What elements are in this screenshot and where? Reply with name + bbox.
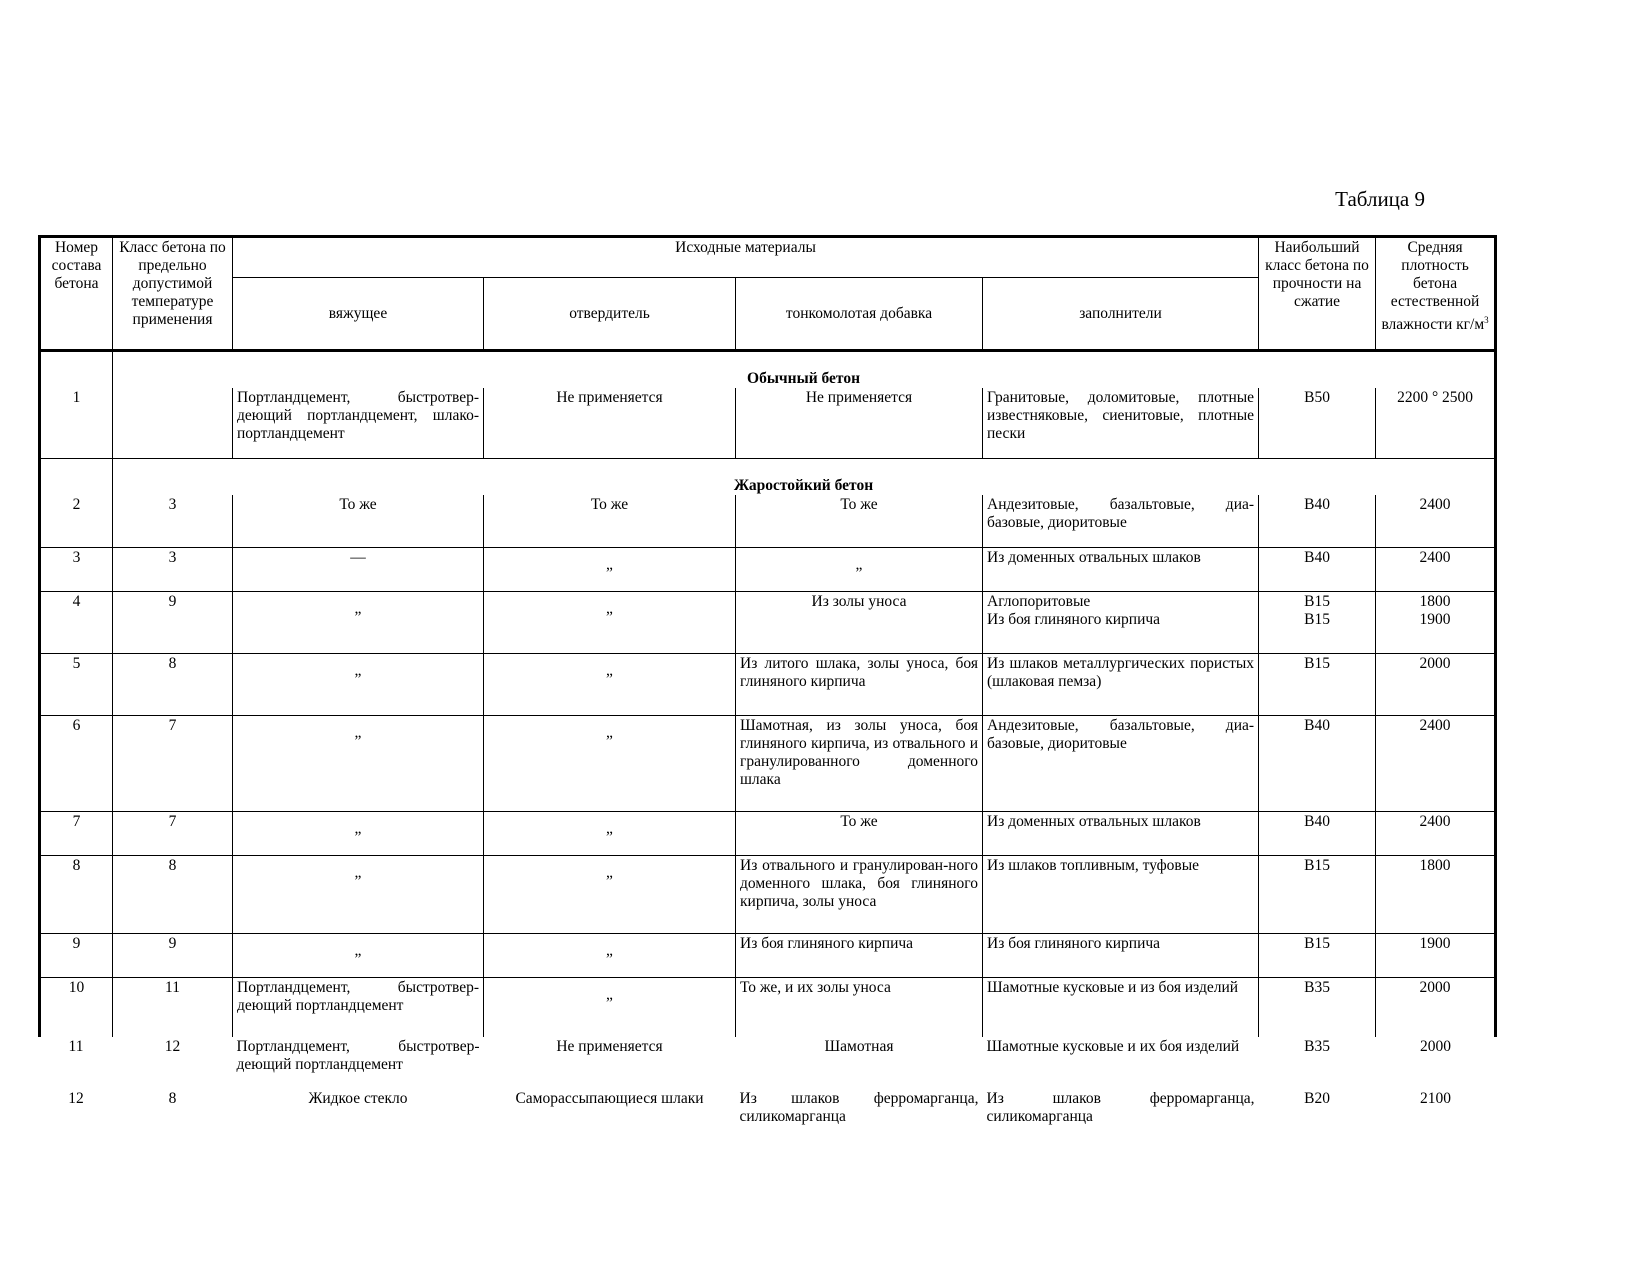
row-additive: Шамотная, из золы уноса, боя глиняного кирпича, из отвального и гранулированного доменного шлака — [736, 716, 983, 812]
row-density: 2000 — [1376, 978, 1496, 1038]
table-row — [40, 388, 1496, 459]
section-row — [40, 351, 1496, 389]
row-class: 7 — [113, 716, 233, 812]
row-number: 1 — [40, 388, 113, 459]
row-strength: В15 — [1259, 654, 1376, 716]
row-strength: В40 — [1259, 548, 1376, 592]
header-hardener: отвердитель — [484, 278, 736, 351]
row-fillers: Из шлаков металлургических пористых (шлаковая пемза) — [983, 654, 1259, 716]
row-binder: „ — [233, 716, 484, 812]
table-row — [40, 856, 1496, 934]
row-number: 3 — [40, 548, 113, 592]
row-number: 4 — [40, 592, 113, 654]
header-binder: вяжущее — [233, 278, 484, 351]
row-fillers: Из шлаков ферромарганца, силикомарганца — [986, 1090, 1255, 1125]
row-density: 1800 — [1376, 856, 1496, 934]
table-row — [40, 592, 1496, 654]
row-hardener: Саморассыпающиеся шлаки — [515, 1090, 704, 1107]
row-additive: „ — [736, 548, 983, 592]
table-caption: Таблица 9 — [1335, 187, 1425, 211]
row-number: 5 — [40, 654, 113, 716]
row-number: 11 — [68, 1038, 84, 1055]
row-number: 10 — [40, 978, 113, 1038]
table-row — [40, 495, 1496, 548]
row-binder: „ — [233, 654, 484, 716]
row-hardener: „ — [484, 592, 736, 654]
header-strength: Наибольший класс бетона по прочности на сжатие — [1259, 237, 1376, 351]
row-number: 6 — [40, 716, 113, 812]
row-strength: В15 В15 — [1259, 592, 1376, 654]
section-title: Обычный бетон — [113, 351, 1496, 389]
concrete-composition-table — [38, 235, 1494, 1129]
row-hardener: „ — [484, 812, 736, 856]
row-binder: — — [233, 548, 484, 592]
row-fillers: Аглопоритовые Из боя глиняного кирпича — [983, 592, 1259, 654]
row-fillers: Шамотные кусковые и их боя изделий — [986, 1038, 1240, 1055]
table-row — [40, 654, 1496, 716]
row-binder: „ — [233, 934, 484, 978]
row-hardener: Не применяется — [556, 1038, 663, 1055]
section-row — [40, 459, 1496, 496]
row-strength: В40 — [1259, 495, 1376, 548]
row-hardener: „ — [484, 716, 736, 812]
row-number: 2 — [40, 495, 113, 548]
header-fillers: заполнители — [983, 278, 1259, 351]
row-hardener: „ — [484, 978, 736, 1038]
row-class: 9 — [113, 592, 233, 654]
row-number: 12 — [68, 1090, 84, 1107]
row-class: 12 — [164, 1038, 181, 1055]
row-fillers: Из шлаков топливным, туфовые — [983, 856, 1259, 934]
row-strength: В50 — [1259, 388, 1376, 459]
row-class: 9 — [113, 934, 233, 978]
header-additive: тонкомолотая добавка — [736, 278, 983, 351]
row-class: 3 — [113, 548, 233, 592]
row-hardener: „ — [484, 654, 736, 716]
row-additive: Шамотная — [824, 1038, 894, 1055]
row-density: 2400 — [1376, 495, 1496, 548]
row-density: 1900 — [1376, 934, 1496, 978]
row-hardener: „ — [484, 934, 736, 978]
row-fillers: Из доменных отвальных шлаков — [983, 812, 1259, 856]
row-fillers: Шамотные кусковые и из боя изделий — [983, 978, 1259, 1038]
row-strength: В15 — [1259, 934, 1376, 978]
row-strength: В35 — [1304, 1038, 1330, 1055]
table-row — [40, 812, 1496, 856]
row-binder: „ — [233, 856, 484, 934]
row-strength: В40 — [1259, 716, 1376, 812]
row-binder: Портландцемент, быстротвер-деющий портландцемент — [233, 978, 484, 1038]
row-binder: „ — [233, 812, 484, 856]
row-binder: Портландцемент, быстротвер-деющий портландцемент, шлако-портландцемент — [233, 388, 484, 459]
row-class: 8 — [168, 1090, 177, 1107]
row-additive: То же — [736, 495, 983, 548]
row-hardener: „ — [484, 548, 736, 592]
header-density: Средняя плотность бетона естественной влажности $кг/м^3$ — [1376, 237, 1496, 351]
row-class — [113, 388, 233, 459]
row-hardener: То же — [484, 495, 736, 548]
row-strength: В15 — [1259, 856, 1376, 934]
row-additive: То же, и их золы уноса — [736, 978, 983, 1038]
row-number: 8 — [40, 856, 113, 934]
row-binder: Жидкое стекло — [308, 1090, 408, 1107]
row-additive: Из литого шлака, золы уноса, боя глиняного кирпича — [736, 654, 983, 716]
row-density: 2400 — [1376, 812, 1496, 856]
row-additive: То же — [736, 812, 983, 856]
row-density: 2400 — [1376, 548, 1496, 592]
row-fillers: Андезитовые, базальтовые, диа-базовые, диоритовые — [983, 716, 1259, 812]
table-row — [40, 1037, 1496, 1089]
table-row — [40, 934, 1496, 978]
row-class: 8 — [113, 654, 233, 716]
row-additive: Из золы уноса — [736, 592, 983, 654]
row-number: 9 — [40, 934, 113, 978]
row-fillers: Андезитовые, базальтовые, диа-базовые, диоритовые — [983, 495, 1259, 548]
row-additive: Из отвального и гранулирован-ного доменного шлака, боя глиняного кирпича, золы уноса — [736, 856, 983, 934]
row-density: 2400 — [1376, 716, 1496, 812]
header-materials: Исходные материалы — [233, 237, 1259, 278]
table-row — [40, 716, 1496, 812]
row-strength: В20 — [1304, 1090, 1330, 1107]
row-density: 2200 ° 2500 — [1376, 388, 1496, 459]
header-class-temperature: Класс бетона по предельно допустимой температуре применения — [113, 237, 233, 351]
row-class: 7 — [113, 812, 233, 856]
table-row — [40, 548, 1496, 592]
row-density: 2000 — [1376, 654, 1496, 716]
row-density: 1800 1900 — [1376, 592, 1496, 654]
row-strength: В40 — [1259, 812, 1376, 856]
table-row — [40, 978, 1496, 1038]
row-fillers: Из боя глиняного кирпича — [983, 934, 1259, 978]
row-hardener: „ — [484, 856, 736, 934]
row-fillers: Гранитовые, доломитовые, плотные известняковые, сиенитовые, плотные пески — [983, 388, 1259, 459]
row-binder: Портландцемент, быстротвер-деющий портландцемент — [236, 1038, 480, 1073]
row-binder: „ — [233, 592, 484, 654]
row-number: 7 — [40, 812, 113, 856]
row-strength: В35 — [1259, 978, 1376, 1038]
header-number: Номер состава бетона — [40, 237, 113, 351]
row-additive: Из боя глиняного кирпича — [736, 934, 983, 978]
row-density: 2100 — [1420, 1090, 1452, 1107]
row-class: 11 — [113, 978, 233, 1038]
section-title: Жаростойкий бетон — [113, 459, 1496, 496]
row-binder: То же — [233, 495, 484, 548]
table-row — [40, 1089, 1496, 1129]
row-additive: Из шлаков ферромарганца, силикомарганца — [739, 1090, 979, 1125]
row-class: 3 — [113, 495, 233, 548]
row-hardener: Не применяется — [484, 388, 736, 459]
row-class: 8 — [113, 856, 233, 934]
row-density: 2000 — [1420, 1038, 1452, 1055]
row-fillers: Из доменных отвальных шлаков — [983, 548, 1259, 592]
row-additive: Не применяется — [736, 388, 983, 459]
